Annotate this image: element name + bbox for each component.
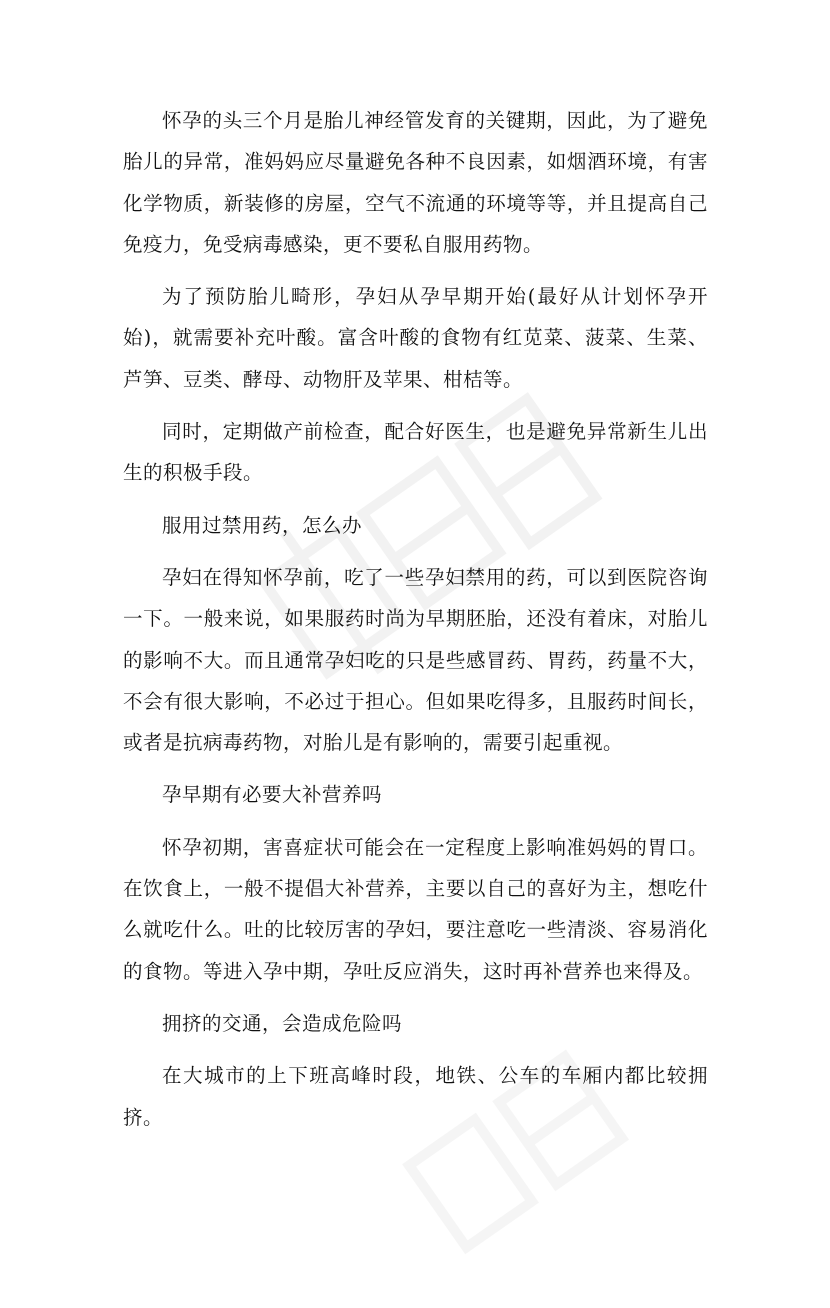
paragraph-folic-acid: 为了预防胎儿畸形，孕妇从孕早期开始(最好从计划怀孕开始)，就需要补充叶酸。富含叶酸的食物有红苋菜、菠菜、生菜、芦笋、豆类、酵母、动物肝及苹果、柑桔等。 [123, 285, 708, 391]
section-heading-nutrition: 孕早期有必要大补营养吗 [162, 783, 383, 807]
section-heading-medication: 服用过禁用药，怎么办 [162, 513, 363, 537]
paragraph-intro: 怀孕的头三个月是胎儿神经管发育的关键期，因此，为了避免胎儿的异常，准妈妈应尽量避免各种不良因素，如烟酒环境，有害化学物质，新装修的房屋，空气不流通的环境等等，并且提高自己免疫力，免受病毒感染，更不要私自服用药物。 [123, 109, 708, 256]
paragraph-checkups: 同时，定期做产前检查，配合好医生，也是避免异常新生儿出生的积极手段。 [123, 420, 708, 485]
section-heading-traffic: 拥挤的交通，会造成危险吗 [162, 1011, 403, 1035]
paragraph-nutrition: 怀孕初期，害喜症状可能会在一定程度上影响准妈妈的胃口。在饮食上，一般不提倡大补营养，主要以自己的喜好为主，想吃什么就吃什么。吐的比较厉害的孕妇，要注意吃一些清淡、容易消化的食物。等进入孕中期，孕吐反应消失，这时再补营养也来得及。 [123, 835, 708, 983]
paragraph-traffic: 在大城市的上下班高峰时段，地铁、公车的车厢内都比较拥挤。 [123, 1064, 708, 1129]
document-body [123, 100, 708, 1149]
paragraph-medication: 孕妇在得知怀孕前，吃了一些孕妇禁用的药，可以到医院咨询一下。一般来说，如果服药时尚为早期胚胎，还没有着床，对胎儿的影响不大。而且通常孕妇吃的只是些感冒药、胃药，药量不大，不会有很大影响，不必过于担心。但如果吃得多，且服药时间长，或者是抗病毒药物，对胎儿是有影响的，需要引起重视。 [123, 565, 708, 755]
